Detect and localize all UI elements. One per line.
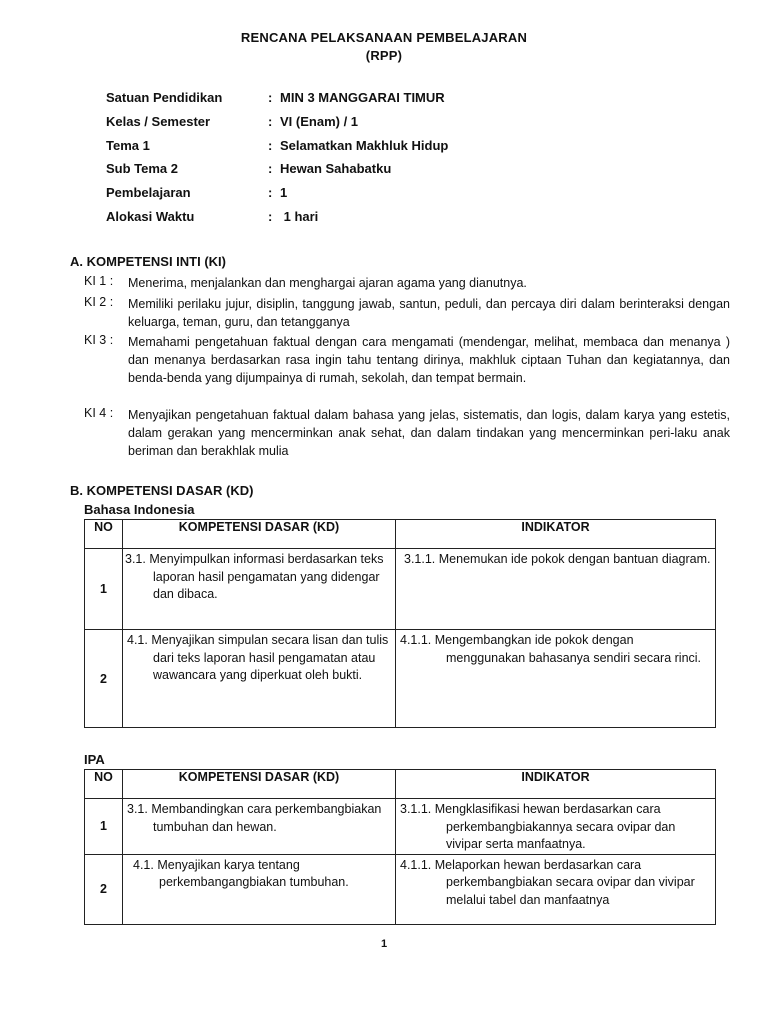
row-number: 1 bbox=[85, 549, 123, 630]
indikator-cell bbox=[396, 549, 716, 630]
identity-label: Sub Tema 2 bbox=[106, 161, 179, 176]
identity-colon: : bbox=[268, 161, 273, 176]
kd-cell bbox=[123, 630, 396, 728]
column-header-indikator: INDIKATOR bbox=[396, 770, 716, 799]
kd-text: Menyajikan simpulan secara lisan dan tulis dari teks laporan hasil pengamatan atau wawancara yang diperkuat oleh bukti. bbox=[151, 633, 389, 682]
table-row bbox=[85, 549, 716, 630]
identity-label: Satuan Pendidikan bbox=[106, 90, 223, 105]
indikator-text: Menemukan ide pokok dengan bantuan diagram. bbox=[438, 552, 711, 566]
identity-colon: : bbox=[268, 185, 273, 200]
subject-title: Bahasa Indonesia bbox=[84, 502, 195, 517]
page-number: 1 bbox=[380, 938, 388, 950]
ki-text: Memahami pengetahuan faktual dengan cara mengamati (mendengar, melihat, membaca dan menanya ) dan menanya berdasarkan rasa ingin tahu tentang dirinya, makhluk ciptaan Tuhan dan kegiatannya, dan benda-benda yang dijumpainya di rumah, sekolah, dan tempat bermain. bbox=[128, 335, 730, 385]
row-number: 2 bbox=[85, 854, 123, 924]
indikator-number: 3.1.1. bbox=[404, 552, 436, 566]
ki-code: KI 2 : bbox=[84, 295, 114, 309]
table-header-row bbox=[85, 770, 716, 799]
indikator-text: Mengklasifikasi hewan berdasarkan cara perkembangbiakannya secara ovipar dan vivipar serta manfaatnya. bbox=[434, 802, 676, 851]
ki-text: Memiliki perilaku jujur, disiplin, tanggung jawab, santun, peduli, dan percaya diri dalam berinteraksi dengan keluarga, teman, guru, dan tetangganya bbox=[128, 297, 730, 329]
indikator-number: 4.1.1. bbox=[400, 857, 432, 872]
identity-row bbox=[106, 161, 391, 176]
kd-text: Menyajikan karya tentang perkembangangbiakan tumbuhan. bbox=[157, 857, 349, 889]
kd-number: 4.1. bbox=[133, 857, 154, 872]
kd-cell bbox=[123, 799, 396, 855]
identity-row bbox=[106, 90, 445, 105]
column-header-no: NO bbox=[85, 770, 123, 799]
identity-label: Alokasi Waktu bbox=[106, 209, 195, 224]
table-row bbox=[85, 799, 716, 855]
ki-code: KI 1 : bbox=[84, 274, 114, 288]
identity-colon: : bbox=[268, 114, 273, 129]
identity-row bbox=[106, 114, 358, 129]
indikator-cell bbox=[396, 854, 716, 924]
column-header-kd: KOMPETENSI DASAR (KD) bbox=[123, 520, 396, 549]
identity-value: 1 bbox=[280, 185, 288, 200]
section-b-heading: B. KOMPETENSI DASAR (KD) bbox=[70, 483, 254, 498]
column-header-kd: KOMPETENSI DASAR (KD) bbox=[123, 770, 396, 799]
indikator-number: 4.1.1. bbox=[400, 633, 432, 647]
document-subtitle: (RPP) bbox=[365, 48, 403, 63]
ki-text: Menyajikan pengetahuan faktual dalam bahasa yang jelas, sistematis, dan logis, dalam karya yang estetis, dalam gerakan yang mencerminkan anak sehat, dan dalam tindakan yang mencerminkan peri-laku anak beriman dan berakhlak mulia bbox=[128, 408, 730, 458]
kd-table-ipa bbox=[84, 769, 716, 925]
kd-table-bahasa-indonesia bbox=[84, 519, 716, 728]
kd-cell bbox=[123, 854, 396, 924]
table-row bbox=[85, 630, 716, 728]
identity-row bbox=[106, 185, 287, 200]
identity-value: Hewan Sahabatku bbox=[280, 161, 392, 176]
indikator-text: Melaporkan hewan berdasarkan cara perkembangbiakan secara ovipar dan vivipar melalui tabel dan manfaatnya bbox=[434, 857, 695, 907]
identity-colon: : bbox=[268, 138, 273, 153]
identity-label: Tema 1 bbox=[106, 138, 150, 153]
identity-label: Kelas / Semester bbox=[106, 114, 211, 129]
row-number: 1 bbox=[85, 799, 123, 855]
identity-colon: : bbox=[268, 90, 273, 105]
kd-text: Membandingkan cara perkembangbiakan tumbuhan dan hewan. bbox=[151, 802, 382, 834]
column-header-no: NO bbox=[85, 520, 123, 549]
identity-value: MIN 3 MANGGARAI TIMUR bbox=[280, 90, 445, 105]
kd-number: 3.1. bbox=[125, 552, 146, 566]
ki-code: KI 4 : bbox=[84, 406, 114, 420]
kd-number: 3.1. bbox=[127, 802, 148, 816]
indikator-text: Mengembangkan ide pokok dengan menggunakan bahasanya sendiri secara rinci. bbox=[434, 633, 702, 665]
identity-value: VI (Enam) / 1 bbox=[280, 114, 359, 129]
indikator-number: 3.1.1. bbox=[400, 802, 432, 816]
identity-value: 1 hari bbox=[280, 209, 319, 224]
ki-code: KI 3 : bbox=[84, 333, 114, 347]
identity-row bbox=[106, 138, 448, 153]
subject-title: IPA bbox=[84, 752, 105, 767]
section-a-heading: A. KOMPETENSI INTI (KI) bbox=[70, 254, 226, 269]
identity-colon: : bbox=[268, 209, 273, 224]
row-number: 2 bbox=[85, 630, 123, 728]
ki-text: Menerima, menjalankan dan menghargai ajaran agama yang dianutnya. bbox=[128, 276, 527, 290]
document-title: RENCANA PELAKSANAAN PEMBELAJARAN bbox=[240, 30, 528, 45]
indikator-cell bbox=[396, 799, 716, 855]
kd-number: 4.1. bbox=[127, 633, 148, 647]
column-header-indikator: INDIKATOR bbox=[396, 520, 716, 549]
table-row bbox=[85, 854, 716, 924]
identity-label: Pembelajaran bbox=[106, 185, 191, 200]
identity-row bbox=[106, 209, 318, 224]
kd-cell bbox=[123, 549, 396, 630]
indikator-cell bbox=[396, 630, 716, 728]
kd-text: Menyimpulkan informasi berdasarkan teks laporan hasil pengamatan yang didengar dan dibaca. bbox=[149, 552, 384, 601]
table-header-row bbox=[85, 520, 716, 549]
identity-value: Selamatkan Makhluk Hidup bbox=[280, 138, 449, 153]
